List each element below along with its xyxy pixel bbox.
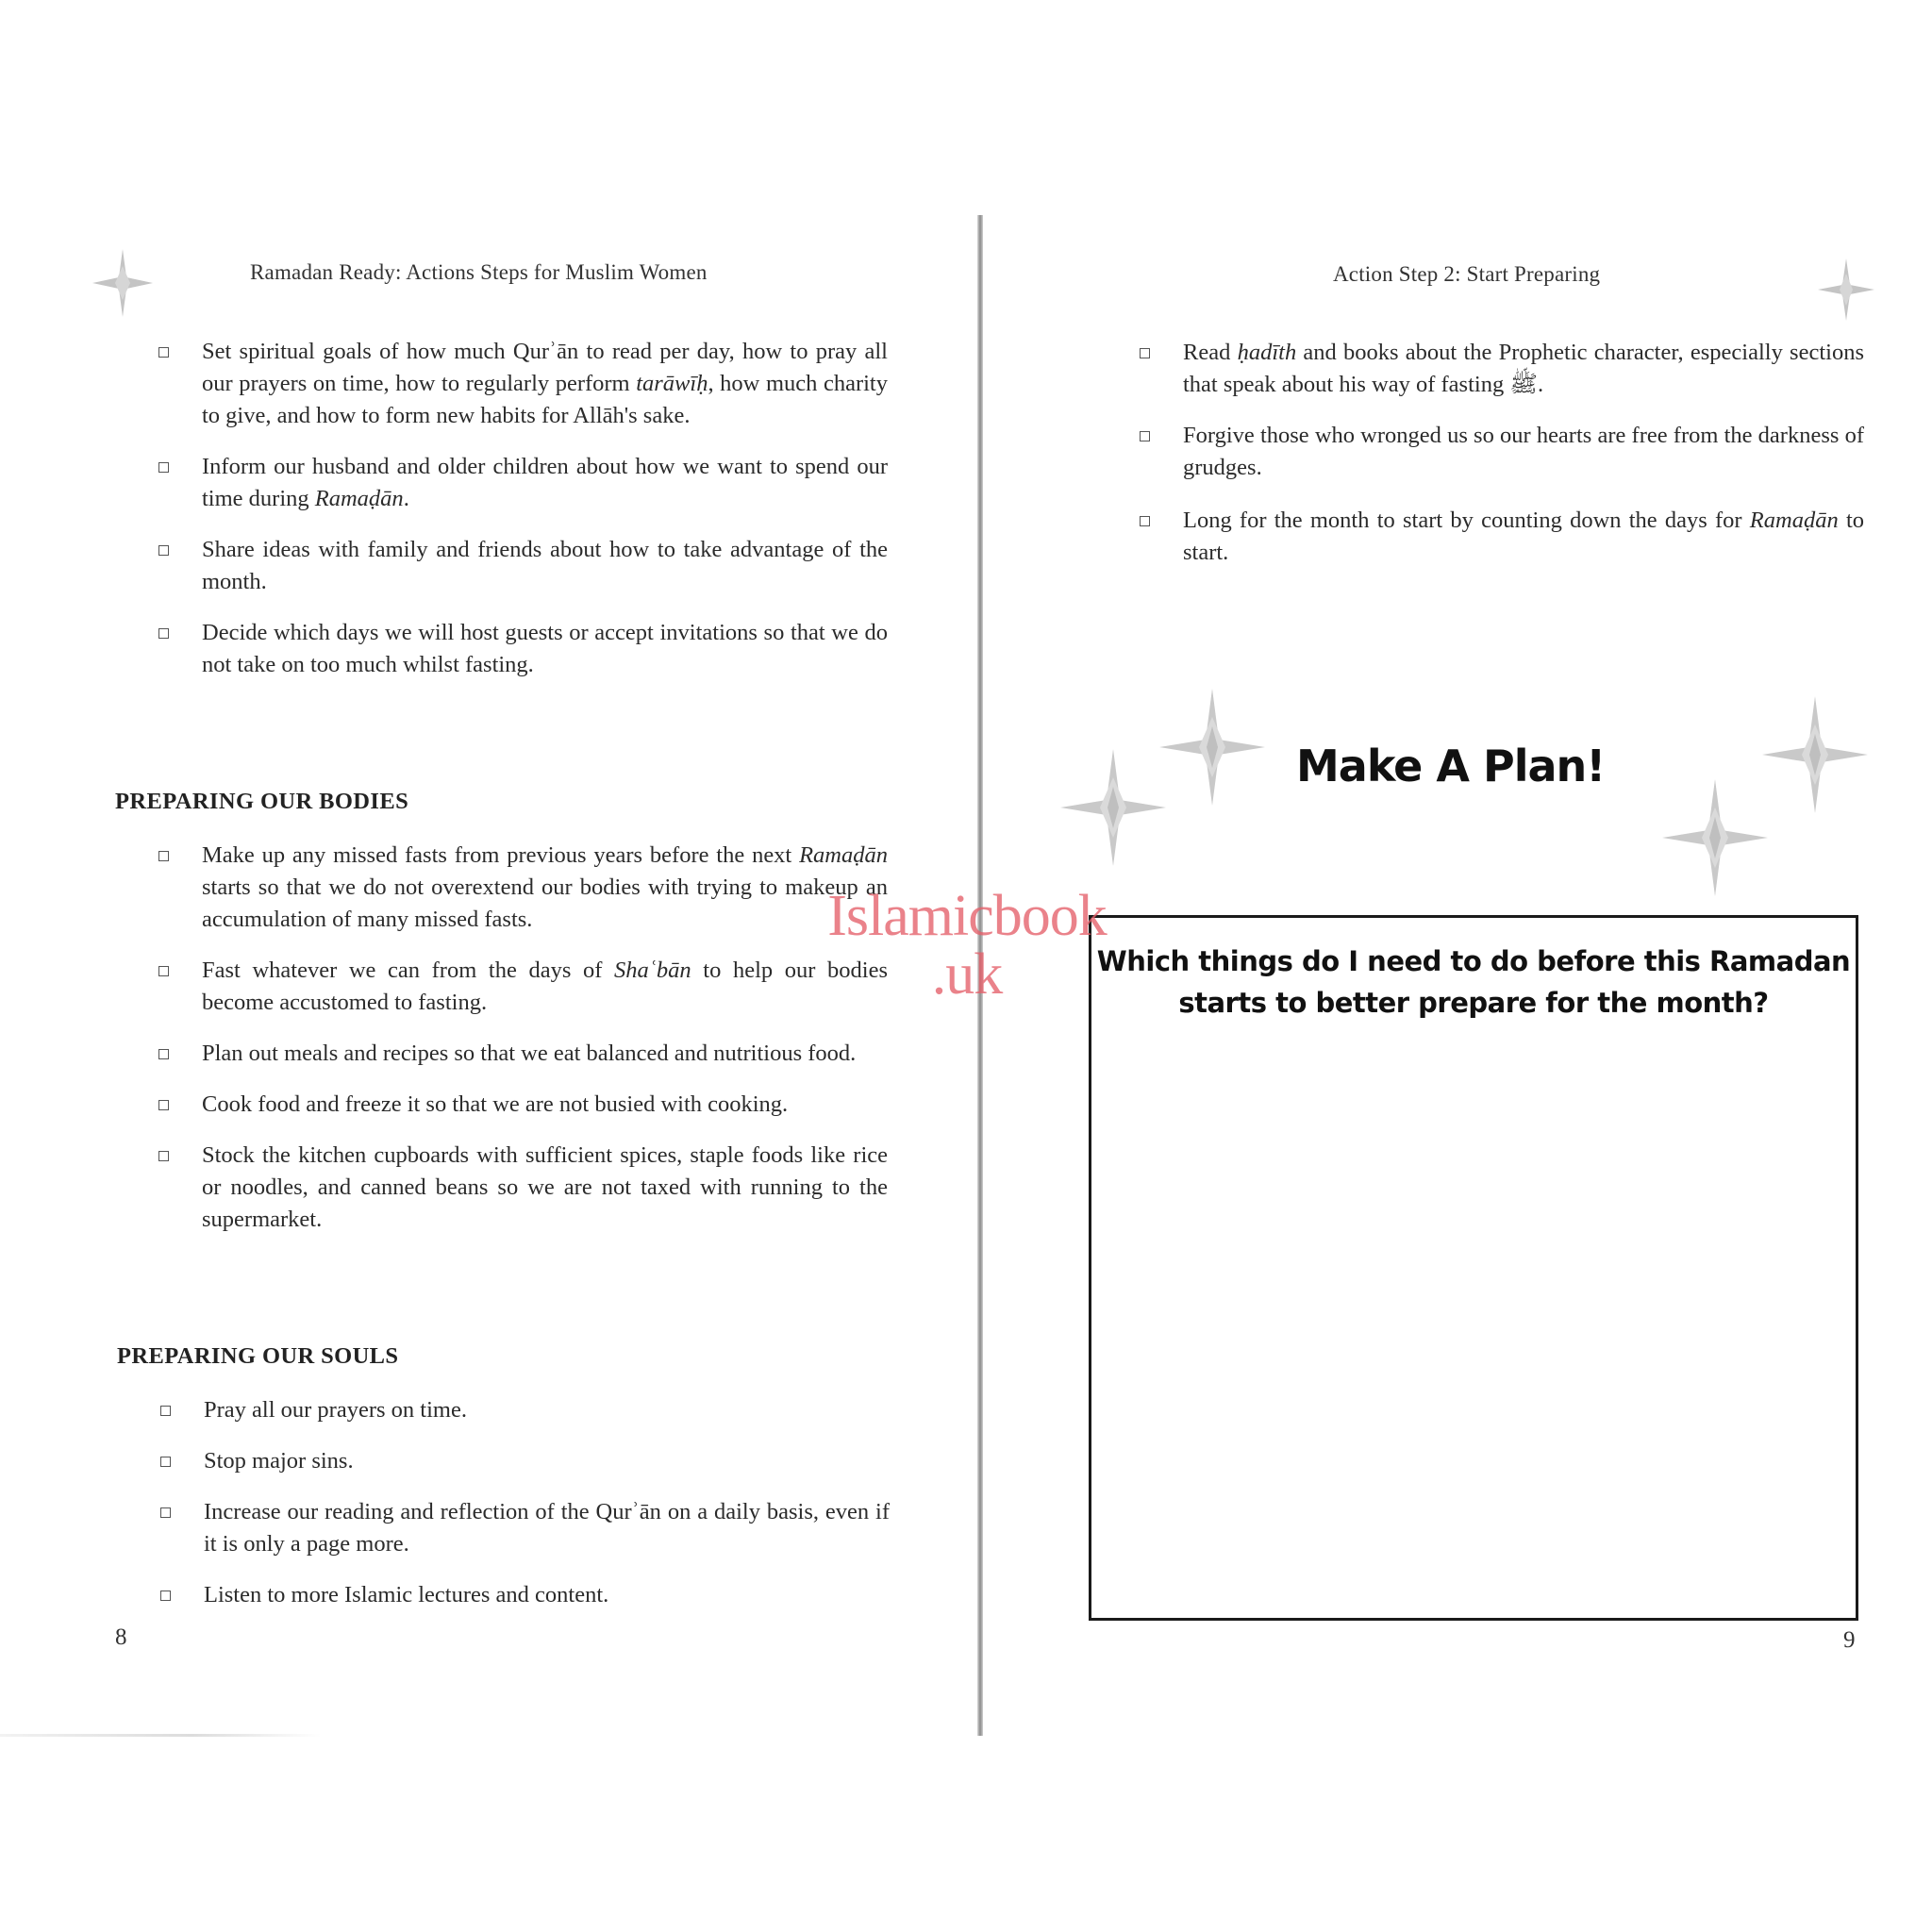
list-item [1140, 505, 1864, 569]
watermark [811, 884, 1123, 1007]
item-text: Share ideas with family and friends about how to take advantage of the month. [202, 537, 888, 594]
checkbox[interactable] [158, 628, 169, 639]
checkbox[interactable] [160, 1507, 171, 1518]
checkbox[interactable] [160, 1591, 171, 1601]
item-text: Stop major sins. [204, 1448, 354, 1474]
list-item [160, 1496, 890, 1560]
list-item [158, 1038, 888, 1070]
item-text: Plan out meals and recipes so that we eat balanced and nutritious food. [202, 1041, 857, 1066]
checkbox[interactable] [1140, 431, 1150, 441]
plan-question: Which things do I need to do before this Ramadan starts to better prepare for the month? [1096, 945, 1851, 1019]
running-head: Ramadan Ready: Actions Steps for Muslim Women [250, 260, 708, 284]
right-checklist [1140, 337, 1864, 588]
checkbox[interactable] [158, 1100, 169, 1110]
intro-checklist [158, 336, 888, 700]
item-text: Pray all our prayers on time. [204, 1397, 467, 1423]
sparkle-star-icon [1818, 258, 1874, 321]
list-item [158, 1089, 888, 1121]
item-text: Fast whatever we can from the days of Shaʿbān to help our bodies become accustomed to fasting. [202, 958, 888, 1015]
page-number: 8 [115, 1624, 127, 1650]
sparkle-star-icon [1662, 779, 1768, 896]
list-item [158, 534, 888, 598]
list-item [160, 1579, 890, 1611]
sparkle-star-icon [92, 249, 153, 317]
item-text: Inform our husband and older children about how we want to spend our time during Ramaḍān. [202, 454, 888, 511]
right-page [983, 0, 1932, 1932]
list-item [158, 840, 888, 936]
list-item [160, 1445, 890, 1477]
plan-writing-box[interactable] [1089, 915, 1858, 1621]
list-item [160, 1394, 890, 1426]
item-text: Listen to more Islamic lectures and content. [204, 1582, 609, 1607]
checkbox[interactable] [1140, 516, 1150, 526]
list-item [158, 1140, 888, 1236]
section-heading-souls: PREPARING OUR SOULS [117, 1343, 399, 1369]
checkbox[interactable] [158, 851, 169, 861]
list-item [1140, 337, 1864, 401]
item-text: Make up any missed fasts from previous years before the next Ramaḍān starts so that we do not overextend our bodies with trying to makeup an accumulation of many missed fasts. [202, 842, 888, 932]
running-head: Action Step 2: Start Preparing [1333, 262, 1601, 286]
item-text: Set spiritual goals of how much Qurʾān to read per day, how to pray all our prayers on time, how to regularly perform tarāwīḥ, how much charity to give, and how to form new habits for Allāh's sake. [202, 339, 888, 428]
checkbox[interactable] [158, 1049, 169, 1059]
page-edge [0, 1734, 321, 1737]
list-item [158, 955, 888, 1019]
sparkle-star-icon [1060, 749, 1166, 866]
checkbox[interactable] [1140, 348, 1150, 358]
item-text: Long for the month to start by counting down the days for Ramaḍān to start. [1183, 508, 1864, 565]
checkbox[interactable] [158, 966, 169, 976]
item-text: Forgive those who wronged us so our hearts are free from the darkness of grudges. [1183, 423, 1864, 480]
checkbox[interactable] [158, 462, 169, 473]
souls-checklist [160, 1394, 890, 1630]
checkbox[interactable] [158, 1151, 169, 1161]
bodies-checklist [158, 840, 888, 1255]
plan-title: Make A Plan! [1296, 741, 1606, 791]
checkbox[interactable] [158, 347, 169, 358]
sparkle-star-icon [1159, 689, 1265, 806]
list-item [158, 336, 888, 432]
list-item [158, 617, 888, 681]
item-text: Increase our reading and reflection of the Qurʾān on a daily basis, even if it is only a page more. [204, 1499, 890, 1557]
watermark-line: .uk [931, 942, 1003, 1007]
watermark-line: Islamicbook [827, 884, 1107, 948]
list-item [1140, 420, 1864, 484]
page-number: 9 [1843, 1627, 1856, 1653]
item-text: Cook food and freeze it so that we are not busied with cooking. [202, 1091, 789, 1117]
checkbox[interactable] [158, 545, 169, 556]
item-text: Stock the kitchen cupboards with sufficient spices, staple foods like rice or noodles, and canned beans so we are not taxed with running to the supermarket. [202, 1142, 888, 1232]
list-item [158, 451, 888, 515]
sparkle-star-icon [1762, 696, 1868, 813]
checkbox[interactable] [160, 1406, 171, 1416]
item-text: Decide which days we will host guests or accept invitations so that we do not take on too much whilst fasting. [202, 620, 888, 677]
checkbox[interactable] [160, 1457, 171, 1467]
item-text: Read ḥadīth and books about the Prophetic character, especially sections that speak about his way of fasting ﷺ. [1183, 340, 1864, 397]
section-heading-bodies: PREPARING OUR BODIES [115, 789, 409, 814]
